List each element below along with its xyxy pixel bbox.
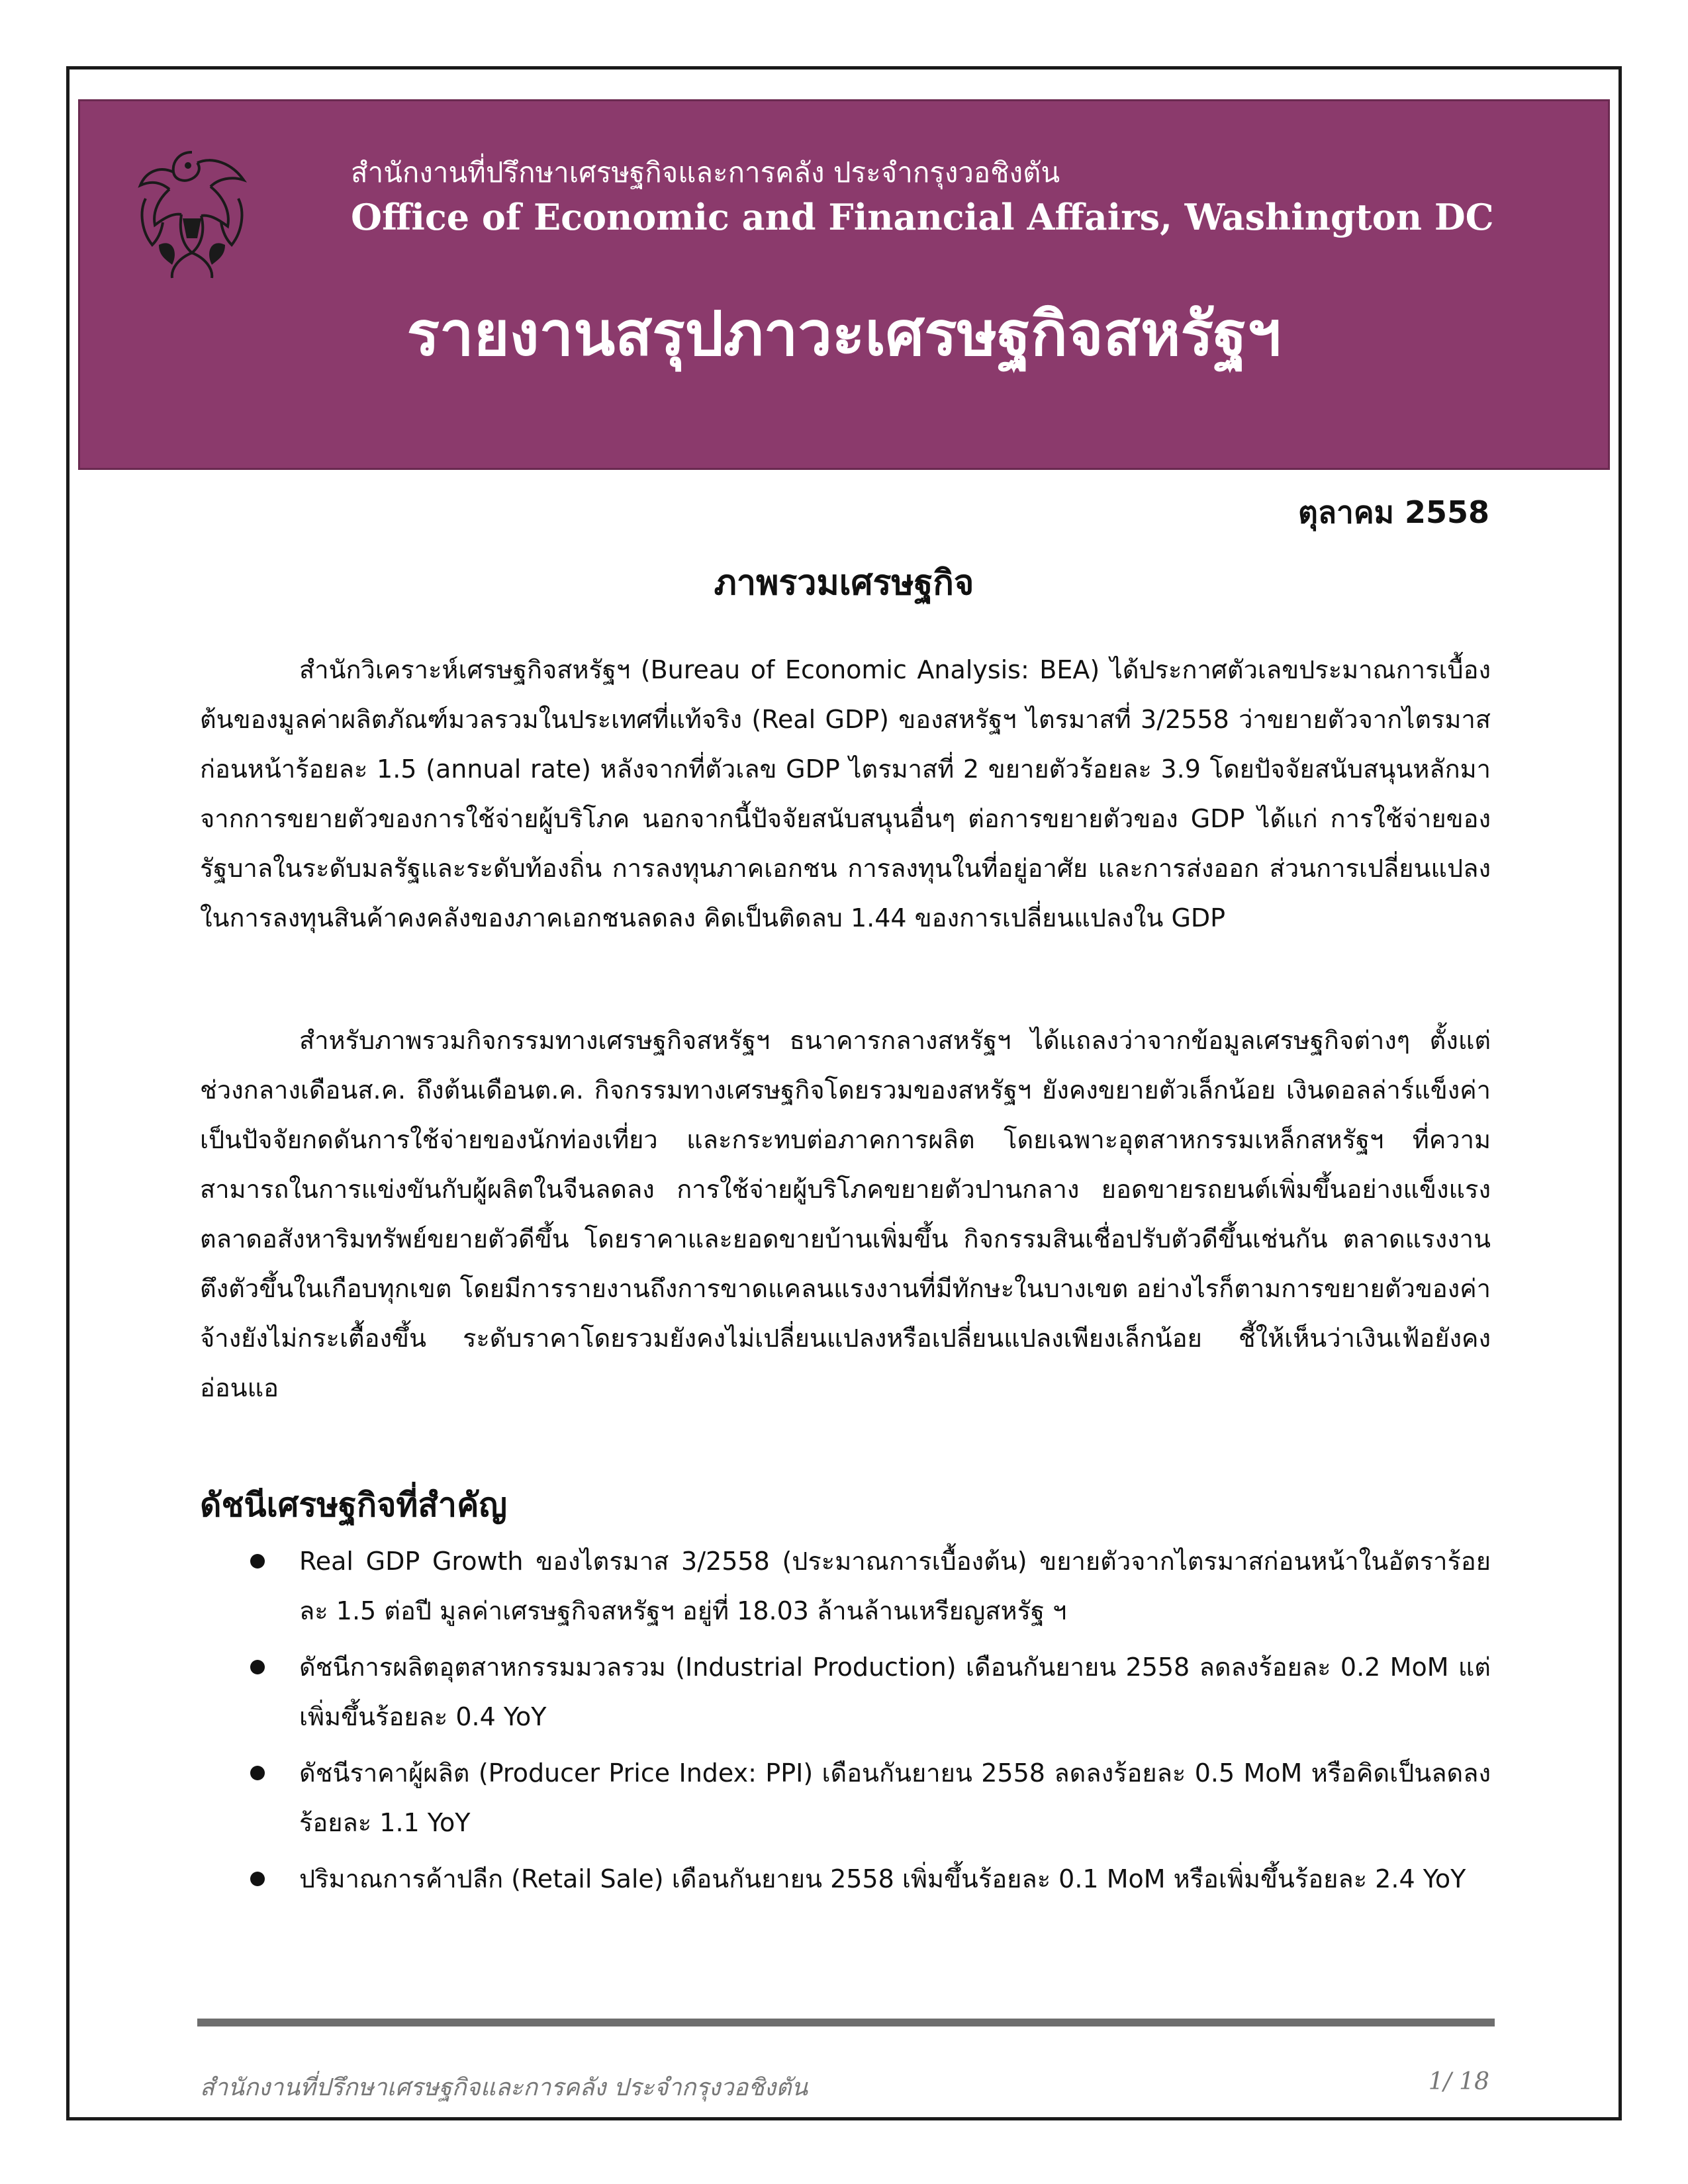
list-item-text: ดัชนีราคาผู้ผลิต (Producer Price Index: PPI) เดือนกันยายน 2558 ลดลงร้อยละ 0.5 MoM หรือคิดเป็นลดลงร้อยละ 1.1 YoY: [299, 1758, 1491, 1837]
key-indicators-list: [200, 1537, 1491, 1911]
report-date: ตุลาคม 2558: [1297, 494, 1489, 530]
bullet-icon: [250, 1554, 265, 1569]
footer-divider: [197, 2019, 1495, 2026]
report-title: รายงานสรุปภาวะเศรษฐกิจสหรัฐฯ: [406, 298, 1282, 369]
office-name-thai: สำนักงานที่ปรึกษาเศรษฐกิจและการคลัง ประจำกรุงวอชิงตัน: [351, 156, 1060, 189]
overview-paragraph-1: [200, 645, 1491, 943]
bullet-icon: [250, 1766, 265, 1780]
overview-heading: ภาพรวมเศรษฐกิจ: [714, 563, 974, 603]
list-item: [200, 1854, 1491, 1904]
footer-office-name: สำนักงานที่ปรึกษาเศรษฐกิจและการคลัง ประจำกรุงวอชิงตัน: [200, 2074, 808, 2101]
list-item: [200, 1643, 1491, 1742]
key-indicators-heading: ดัชนีเศรษฐกิจที่สำคัญ: [200, 1486, 507, 1524]
list-item: [200, 1537, 1491, 1636]
list-item-text: ดัชนีการผลิตอุตสาหกรรมมวลรวม (Industrial Production) เดือนกันยายน 2558 ลดลงร้อยละ 0.2 MoM แต่เพิ่มขึ้นร้อยละ 0.4 YoY: [299, 1653, 1491, 1731]
bullet-icon: [250, 1872, 265, 1886]
paragraph-text: สำหรับภาพรวมกิจกรรมทางเศรษฐกิจสหรัฐฯ ธนาคารกลางสหรัฐฯ ได้แถลงว่าจากข้อมูลเศรษฐกิจต่างๆ ตั้งแต่ช่วงกลางเดือนส.ค. ถึงต้นเดือนต.ค. กิจกรรมทางเศรษฐกิจโดยรวมของสหรัฐฯ ยังคงขยายตัวเล็กน้อย เงินดอลล่าร์แข็งค่าเป็นปัจจัยกดดันการใช้จ่ายของนักท่องเที่ยว และกระทบต่อภาคการผลิต โดยเฉพาะอุตสาหกรรมเหล็กสหรัฐฯ ที่ความสามารถในการแข่งขันกับผู้ผลิตในจีนลดลง การใช้จ่ายผู้บริโภคขยายตัวปานกลาง ยอดขายรถยนต์เพิ่มขึ้นอย่างแข็งแรง ตลาดอสังหาริมทรัพย์ขยายตัวดีขึ้น โดยราคาและยอดขายบ้านเพิ่มขึ้น กิจกรรมสินเชื่อปรับตัวดีขึ้นเช่นกัน ตลาดแรงงานตึงตัวขึ้นในเกือบทุกเขต โดยมีการรายงานถึงการขาดแคลนแรงงานที่มีทักษะในบางเขต อย่างไรก็ตามการขยายตัวของค่าจ้างยังไม่กระเตื้องขึ้น ระดับราคาโดยรวมยังคงไม่เปลี่ยนแปลงหรือเปลี่ยนแปลงเพียงเล็กน้อย ชี้ให้เห็นว่าเงินเฟ้อยังคงอ่อนแอ: [200, 1026, 1491, 1402]
list-item-text: Real GDP Growth ของไตรมาส 3/2558 (ประมาณการเบื้องต้น) ขยายตัวจากไตรมาสก่อนหน้าในอัตราร้อยละ 1.5 ต่อปี มูลค่าเศรษฐกิจสหรัฐฯ อยู่ที่ 18.03 ล้านล้านเหรียญสหรัฐ ฯ: [299, 1547, 1491, 1625]
page-number: 1/ 18: [1428, 2068, 1489, 2095]
list-item: [200, 1749, 1491, 1848]
list-item-text: ปริมาณการค้าปลีก (Retail Sale) เดือนกันยายน 2558 เพิ่มขึ้นร้อยละ 0.1 MoM หรือเพิ่มขึ้นร้อยละ 2.4 YoY: [299, 1864, 1466, 1893]
office-name-english: Office of Economic and Financial Affairs, Washington DC: [351, 196, 1494, 238]
garuda-emblem-icon: [132, 139, 252, 281]
overview-paragraph-2: [200, 1016, 1491, 1413]
bullet-icon: [250, 1660, 265, 1674]
paragraph-text: สำนักวิเคราะห์เศรษฐกิจสหรัฐฯ (Bureau of Economic Analysis: BEA) ได้ประกาศตัวเลขประมาณการเบื้องต้นของมูลค่าผลิตภัณฑ์มวลรวมในประเทศที่แท้จริง (Real GDP) ของสหรัฐฯ ไตรมาสที่ 3/2558 ว่าขยายตัวจากไตรมาสก่อนหน้าร้อยละ 1.5 (annual rate) หลังจากที่ตัวเลข GDP ไตรมาสที่ 2 ขยายตัวร้อยละ 3.9 โดยปัจจัยสนับสนุนหลักมาจากการขยายตัวของการใช้จ่ายผู้บริโภค นอกจากนี้ปัจจัยสนับสนุนอื่นๆ ต่อการขยายตัวของ GDP ได้แก่ การใช้จ่ายของรัฐบาลในระดับมลรัฐและระดับท้องถิ่น การลงทุนภาคเอกชน การลงทุนในที่อยู่อาศัย และการส่งออก ส่วนการเปลี่ยนแปลงในการลงทุนสินค้าคงคลังของภาคเอกชนลดลง คิดเป็นติดลบ 1.44 ของการเปลี่ยนแปลงใน GDP: [200, 655, 1491, 933]
